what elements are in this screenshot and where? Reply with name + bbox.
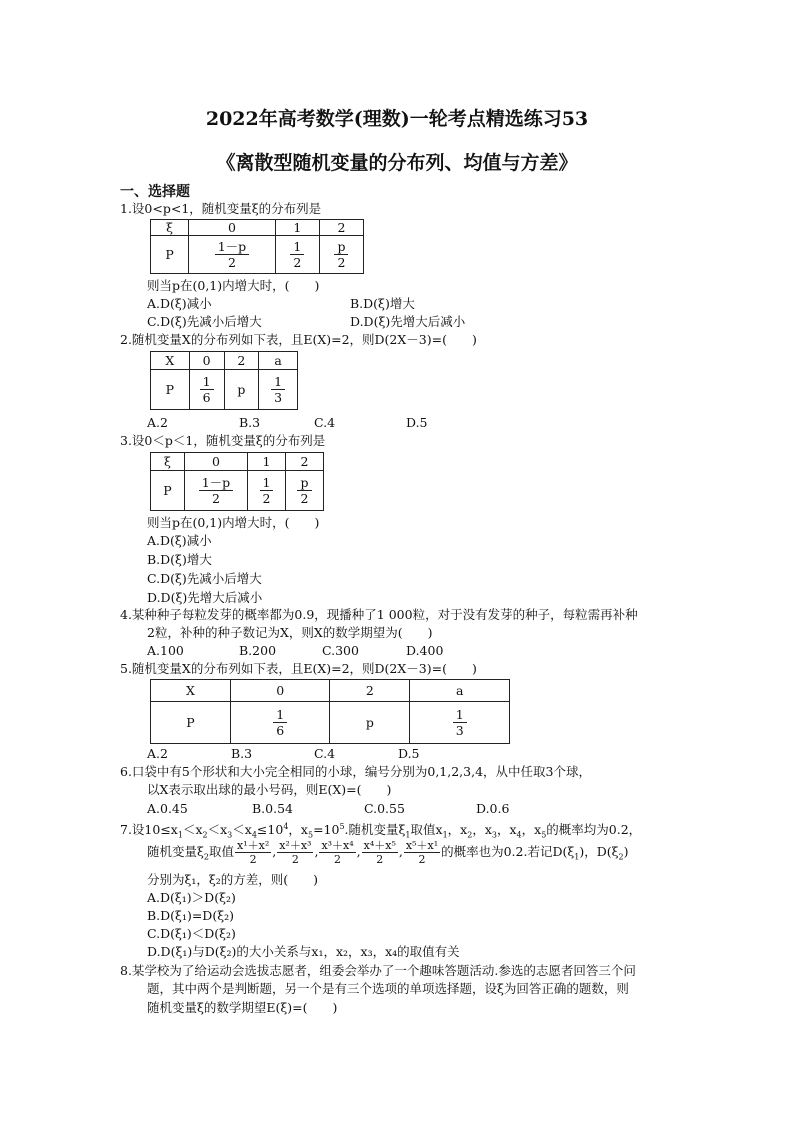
q1-table — [150, 219, 364, 274]
q7-frac1: $\frac{\text{x¹＋x²}}{2}$ — [237, 839, 270, 866]
q1-h1: 0 — [189, 220, 276, 236]
q3-frac2: $\frac{1}{2}$ — [260, 475, 274, 506]
q1-stem: 1.设0<p<1，随机变量ξ的分布列是 — [120, 201, 322, 216]
q1-option-c: C.D(ξ)先减小后增大 — [147, 314, 262, 329]
q2-option-a: A.2 — [147, 415, 168, 430]
section-heading: 一、选择题 — [120, 184, 190, 200]
q5-rowlabel: P — [151, 702, 231, 744]
q4-option-d: D.400 — [406, 643, 444, 658]
q3-option-d: D.D(ξ)先增大后减小 — [147, 590, 263, 605]
q7-option-d: D.D(ξ₁)与D(ξ₂)的大小关系与x₁，x₂，x₃，x₄的取值有关 — [147, 944, 460, 959]
q5-stem: 5.随机变量X的分布列如下表，且E(X)=2，则D(2X－3)=( ) — [120, 661, 477, 676]
q4-option-b: B.200 — [239, 643, 277, 658]
q2-h3: a — [259, 352, 298, 370]
q1-option-d: D.D(ξ)先增大后减小 — [350, 314, 466, 329]
q8-line1: 8.某学校为了给运动会选拔志愿者，组委会举办了一个趣味答题活动.参选的志愿者回答三个问 — [120, 963, 636, 978]
q2-option-d: D.5 — [406, 415, 428, 430]
q7-frac4: $\frac{\text{x⁴＋x⁵}}{2}$ — [363, 839, 396, 866]
q1-h0: ξ — [151, 220, 189, 236]
q5-p: p — [330, 702, 410, 744]
q3-h1: 0 — [184, 453, 247, 471]
q3-option-c: C.D(ξ)先减小后增大 — [147, 571, 262, 586]
q1-frac3: $\frac{p}{2}$ — [334, 239, 348, 270]
q2-frac1: $\frac{1}{6}$ — [200, 374, 214, 405]
q2-option-b: B.3 — [239, 415, 261, 430]
q3-frac3: $\frac{p}{2}$ — [297, 475, 311, 506]
q3-h0: ξ — [151, 453, 185, 471]
q5-h0: X — [151, 680, 231, 702]
q2-table — [150, 351, 298, 410]
q5-frac3: $\frac{1}{3}$ — [453, 707, 467, 738]
q5-option-d: D.5 — [398, 746, 420, 761]
q7-line2: 随机变量$\xi_2$取值 $\frac{\text{x¹＋x²}}{2}$ , $\frac{\text{x²＋x³}}{2}$ , $\frac{\text{x³＋x⁴}}{2}$ , $\frac{\text{x⁴＋x⁵}}{2}$ , $\frac{\text{x⁵＋x¹}}{2}$ 的概率也为0.2.若记$D(\xi_1)$，$D(\xi_2)$ — [147, 839, 629, 866]
q3-table — [150, 452, 324, 511]
q7-frac5: $\frac{\text{x⁵＋x¹}}{2}$ — [405, 839, 439, 866]
q3-h2: 1 — [248, 453, 286, 471]
q1-option-a: A.D(ξ)减小 — [147, 296, 212, 311]
q5-table — [150, 679, 510, 744]
q6-option-b: B.0.54 — [252, 801, 293, 816]
q5-option-b: B.3 — [231, 746, 253, 761]
q8-line3: 随机变量ξ的数学期望E(ξ)=( ) — [147, 1000, 338, 1015]
q3-stem: 3.设0＜p＜1，随机变量ξ的分布列是 — [120, 433, 326, 448]
page-subtitle: 《离散型随机变量的分布列、均值与方差》 — [216, 152, 578, 174]
q1-h3: 2 — [319, 220, 363, 236]
q5-h2: 2 — [330, 680, 410, 702]
q2-h2: 2 — [224, 352, 259, 370]
q2-h0: X — [151, 352, 190, 370]
q5-h1: 0 — [230, 680, 330, 702]
q3-h3: 2 — [285, 453, 323, 471]
q6-option-c: C.0.55 — [364, 801, 405, 816]
q2-frac3: $\frac{1}{3}$ — [271, 374, 285, 405]
q1-option-b: B.D(ξ)增大 — [350, 296, 415, 311]
q1-frac1: $\frac{1-p}{2}$ — [215, 239, 249, 270]
q4-option-a: A.100 — [147, 643, 184, 658]
q5-frac1: $\frac{1}{6}$ — [273, 707, 287, 738]
q2-rowlabel: P — [151, 370, 190, 410]
q7-option-c: C.D(ξ₁)＜D(ξ₂) — [147, 926, 236, 941]
q6-option-a: A.0.45 — [147, 801, 188, 816]
q7-option-a: A.D(ξ₁)＞D(ξ₂) — [147, 890, 236, 905]
q2-h1: 0 — [189, 352, 224, 370]
q6-option-d: D.0.6 — [476, 801, 510, 816]
q8-line2: 题，其中两个是判断题，另一个是有三个选项的单项选择题，设ξ为回答正确的题数，则 — [147, 981, 629, 996]
q7-line1: 7.设$10\le x_1<x_2<x_3<x_4\le 10^4$，$x_5=10^5$.随机变量$\xi_1$取值$x_1$，$x_2$，$x_3$，$x_4$，$x_5$的概率均为0.2， — [120, 822, 642, 840]
q1-frac2: $\frac{1}{2}$ — [290, 239, 304, 270]
q4-line1: 4.某种种子每粒发芽的概率都为0.9，现播种了1 000粒，对于没有发芽的种子，每粒需再补种 — [120, 607, 638, 622]
q2-p: p — [224, 370, 259, 410]
q5-option-c: C.4 — [314, 746, 336, 761]
q1-ask: 则当p在(0,1)内增大时，( ) — [147, 278, 320, 293]
q3-rowlabel: P — [151, 471, 185, 511]
q2-option-c: C.4 — [314, 415, 336, 430]
q3-frac1: $\frac{1-p}{2}$ — [199, 475, 233, 506]
page-title: 2022年高考数学(理数)一轮考点精选练习53 — [205, 108, 589, 130]
q6-line2: 以X表示取出球的最小号码，则E(X)=( ) — [147, 782, 392, 797]
q1-rowlabel: P — [151, 236, 189, 274]
q2-stem: 2.随机变量X的分布列如下表，且E(X)=2，则D(2X－3)=( ) — [120, 332, 477, 347]
q5-h3: a — [410, 680, 510, 702]
q5-option-a: A.2 — [147, 746, 168, 761]
q3-option-a: A.D(ξ)减小 — [147, 533, 212, 548]
q7-option-b: B.D(ξ₁)=D(ξ₂) — [147, 908, 234, 923]
q3-ask: 则当p在(0,1)内增大时，( ) — [147, 515, 320, 530]
q1-h2: 1 — [275, 220, 319, 236]
q6-line1: 6.口袋中有5个形状和大小完全相同的小球，编号分别为0,1,2,3,4，从中任取3个球， — [120, 764, 591, 779]
q4-option-c: C.300 — [322, 643, 359, 658]
q3-option-b: B.D(ξ)增大 — [147, 552, 212, 567]
q7-line3: 分别为ξ₁，ξ₂的方差，则( ) — [147, 872, 319, 887]
q4-line2: 2粒，补种的种子数记为X，则X的数学期望为( ) — [147, 625, 433, 640]
q7-frac3: $\frac{\text{x³＋x⁴}}{2}$ — [321, 839, 354, 866]
q7-frac2: $\frac{\text{x²＋x³}}{2}$ — [279, 839, 312, 866]
